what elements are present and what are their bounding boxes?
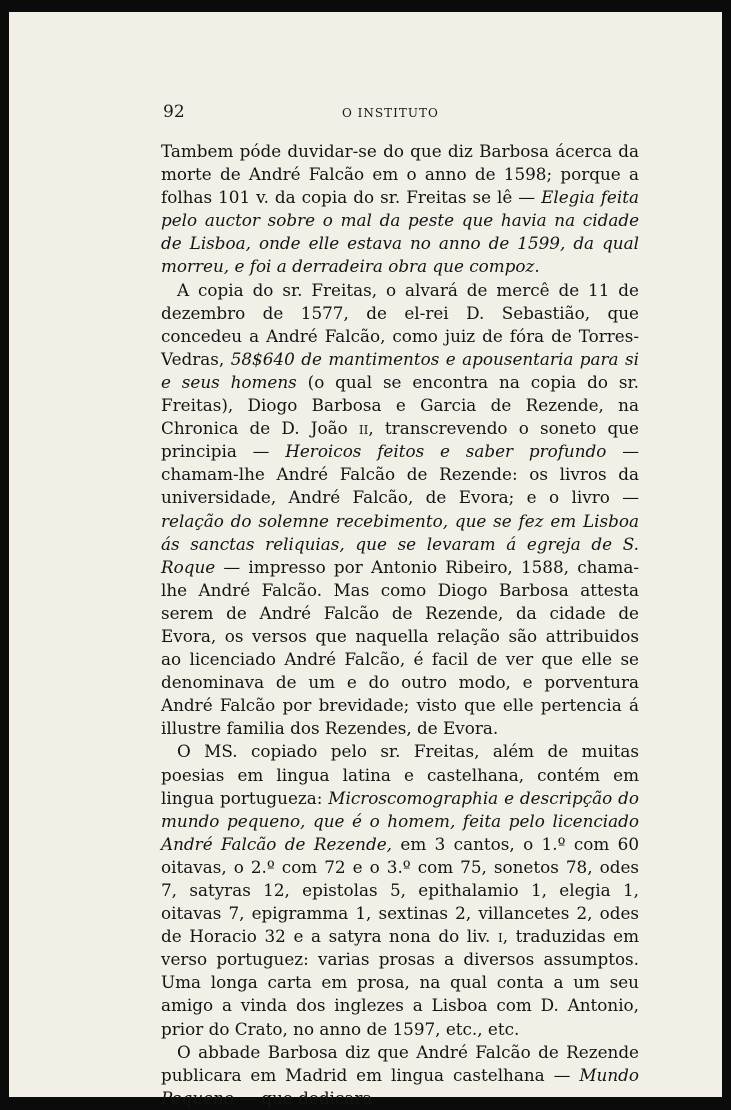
text-run: A copia do sr. Freitas, o alvará de mercê de 11 de dezembro de 1577, de el-rei D. Sebastião, que concedeu a André Falcão, como juiz de fóra de Torres-Vedras, (161, 279, 639, 369)
text-run: ii (358, 418, 369, 439)
italic-run: Microscomographia e descripção do mundo pequeno, que é o homem, feita pelo licenciado André Falcão de Rezende, (161, 787, 639, 854)
text-run: — impresso por Antonio Ribeiro, 1588, chama-lhe André Falcão. Mas como Diogo Barbosa attesta serem de André Falcão de Rezende, da cidade de Evora, os versos que naquella relação são attribuidos ao licenciado André Falcão, é facil de ver que elle se denominava de um e do outro modo, e porventura André Falcão por brevidade; visto que elle pertencia á illustre familia dos Rezendes, de Evora. (161, 556, 639, 739)
text-run: i (497, 926, 503, 947)
italic-run: Elegia feita pelo auctor sobre o mal da peste que havia na cidade de Lisboa, onde elle estava no anno de 1599, da qual morreu, e foi a derradeira obra que compoz. (161, 187, 639, 277)
text-run: , traduzidas em verso portuguez: varias prosas a diversos assumptos. Uma longa carta em prosa, na qual conta a um seu amigo a vinda dos inglezes a Lisboa com D. Antonio, prior do Crato, no anno de 1597, etc., etc. (161, 926, 639, 1039)
paragraph (161, 740, 639, 1040)
text-run: em 3 cantos, o 1.º com 60 oitavas, o 2.º com 72 e o 3.º com 75, sonetos 78, odes 7, satyras 12, epistolas 5, epithalamio 1, elegia 1, oitavas 7, epigramma 1, sextinas 2, villancetes 2, odes de Horacio 32 e a satyra nona do liv. (161, 833, 639, 947)
running-title: O INSTITUTO (342, 106, 439, 120)
paragraph (161, 140, 639, 279)
text-run: O MS. copiado pelo sr. Freitas, além de muitas poesias em lingua latina e castelhana, contém em lingua portugueza: (161, 741, 639, 808)
italic-run: Heroicos feitos e saber profundo (285, 441, 607, 462)
italic-run: 58$640 de mantimentos e apousentaria para si e seus homens (161, 348, 640, 392)
text-run: Tambem póde duvidar-se do que diz Barbosa ácerca da morte de André Falcão em o anno de 1598; porque a folhas 101 v. da copia do sr. Freitas se lê — (161, 141, 639, 208)
page-header (9, 102, 722, 132)
text-run: — chamam-lhe André Falcão de Rezende: os livros da universidade, André Falcão, de Evora; e o livro — (161, 441, 639, 508)
page-number: 92 (163, 102, 185, 122)
paragraph (161, 279, 639, 741)
text-run: , transcrevendo o soneto que principia — (161, 418, 639, 462)
text-run: — que dedicara (233, 1087, 373, 1108)
text-run: O abbade Barbosa diz que André Falcão de Rezende publicara em Madrid em lingua castelhana — (161, 1041, 639, 1085)
italic-run: relação do solemne recebimento, que se fez em Lisboa ás sanctas reliquias, que se levaram á egreja de S. Roque (161, 510, 639, 577)
paragraph (161, 1041, 639, 1110)
book-page (9, 12, 722, 1108)
italic-run: Mundo Pequeno (161, 1064, 639, 1108)
text-run: (o qual se encontra na copia do sr. Freitas), Diogo Barbosa e Garcia de Rezende, na Chronica de D. João (161, 371, 639, 439)
body-text (161, 140, 639, 1110)
